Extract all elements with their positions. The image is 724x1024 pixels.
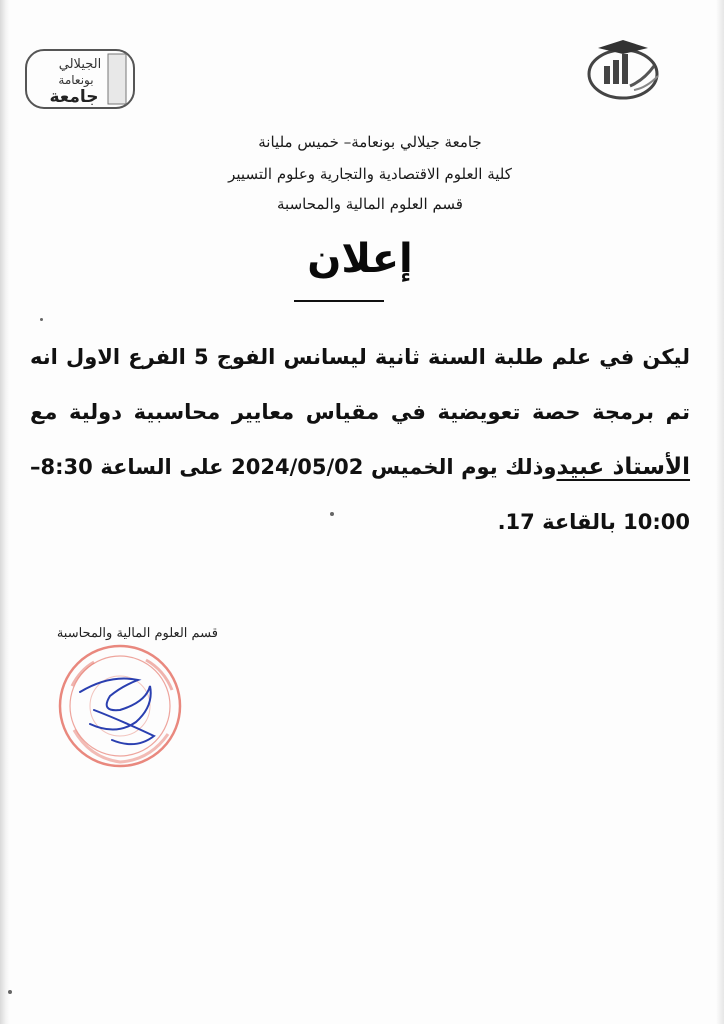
university-name: جامعة جيلالي بونعامة– خميس مليانة [258,133,482,151]
university-logo [24,44,138,114]
body-text-part1: ليكن في علم طلبة السنة ثانية ليسانس الفوج 5 الفرع الاول انه تم برمجة حصة تعويضية في مقياس معايير محاسبية دولية مع [30,345,691,424]
faculty-logo [580,36,666,102]
department-name: قسم العلوم المالية والمحاسبة [277,195,463,213]
logo-text-3: جامعة [49,87,99,107]
logo-text-2: بونعامة [58,73,94,87]
scan-speck [8,990,12,994]
title-underline [294,300,384,302]
professor-name: الأستاذ عبيد [556,454,691,480]
announcement-title: إعلان [307,236,413,282]
scan-speck [330,512,334,516]
scan-edge-left [0,0,10,1024]
signature-label: قسم العلوم المالية والمحاسبة [56,626,218,641]
body-text-part2: وذلك يوم الخميس 2024/05/02 على الساعة 8:30–10:00 بالقاعة 17. [30,455,690,534]
signature-scribble [80,679,154,745]
scan-edge-right [716,0,724,1024]
logo-text-1: الجيلالي [58,57,102,72]
announcement-body [30,330,690,550]
scan-speck [40,318,43,321]
faculty-name: كلية العلوم الاقتصادية والتجارية وعلوم التسيير [228,165,512,183]
official-stamp [50,640,190,770]
